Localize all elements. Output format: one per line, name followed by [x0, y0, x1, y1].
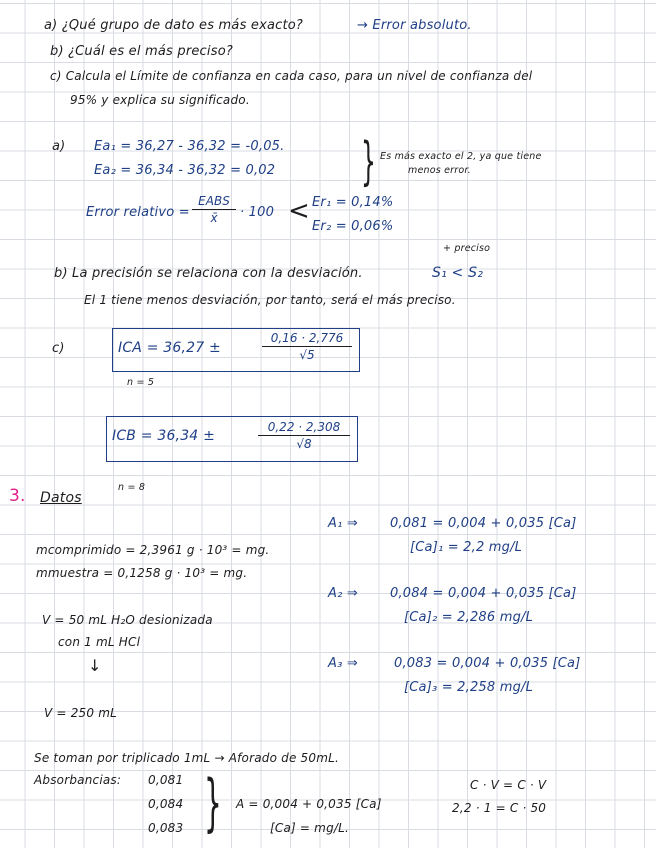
icb-denominator: √8: [296, 437, 312, 451]
absolute-error-2: Ea₂ = 36,34 - 36,32 = 0,02: [94, 163, 276, 178]
a2-label: A₂ ⇒: [328, 586, 358, 601]
absorbance-1: 0,081: [148, 773, 184, 787]
section-title: Datos: [40, 490, 82, 506]
question-c-line1: c) Calcula el Límite de confianza en cada caso, para un nivel de confianza del: [50, 69, 533, 83]
exactness-note-line1: Es más exacto el 2, ya que tiene: [380, 151, 542, 162]
split-symbol: <: [288, 196, 310, 226]
volume-initial: V = 50 mL H₂O desionizada: [42, 613, 213, 627]
relative-error-denominator: x̄: [210, 211, 218, 225]
a3-result: [Ca]₃ = 2,258 mg/L: [404, 680, 534, 695]
absolute-error-1: Ea₁ = 36,27 - 36,32 = -0,05.: [94, 139, 285, 154]
ica-fraction: [262, 331, 352, 362]
triplicate-statement: Se toman por triplicado 1mL → Aforado de 50mL.: [34, 751, 340, 765]
part-b-statement: b) La precisión se relaciona con la desviación.: [54, 266, 363, 281]
part-a-label: a): [52, 139, 66, 154]
calibration-equation: A = 0,004 + 0,035 [Ca]: [236, 797, 382, 811]
absorbance-3: 0,083: [148, 821, 184, 835]
section-number: 3.: [9, 486, 26, 506]
ica-numerator: 0,16 · 2,776: [262, 331, 352, 347]
absorbances-label: Absorbancias:: [34, 773, 122, 787]
relative-error-2: Er₂ = 0,06%: [312, 219, 394, 234]
exactness-note-line2: menos error.: [408, 165, 471, 176]
dilution-arrow-icon: ↓: [88, 656, 102, 675]
a2-result: [Ca]₂ = 2,286 mg/L: [404, 610, 534, 625]
precision-small-note: + preciso: [443, 243, 491, 254]
relative-error-numerator: EABS: [192, 194, 236, 210]
deviation-inequality: S₁ < S₂: [432, 265, 484, 281]
ica-denominator: √5: [299, 348, 315, 362]
question-b: b) ¿Cuál es el más preciso?: [50, 44, 233, 59]
icb-fraction: [258, 420, 350, 451]
confidence-interval-a: ICA = 36,27 ±: [118, 340, 221, 356]
volume-hcl: con 1 mL HCl: [58, 635, 141, 649]
mass-muestra: mmuestra = 0,1258 g · 10³ = mg.: [36, 566, 248, 580]
question-a-answer: → Error absoluto.: [357, 18, 472, 33]
a1-label: A₁ ⇒: [328, 516, 358, 531]
a1-equation: 0,081 = 0,004 + 0,035 [Ca]: [390, 516, 577, 531]
calibration-result: [Ca] = mg/L.: [270, 821, 350, 835]
question-c-line2: 95% y explica su significado.: [70, 93, 250, 107]
relative-error-tail: · 100: [240, 205, 275, 220]
sample-size-b: n = 8: [118, 482, 146, 493]
relative-error-1: Er₁ = 0,14%: [312, 195, 394, 210]
a1-result: [Ca]₁ = 2,2 mg/L: [410, 540, 523, 555]
brace-absorbances: }: [204, 766, 222, 839]
relative-error-label: Error relativo =: [86, 205, 190, 220]
dilution-formula: C · V = C · V: [470, 778, 547, 792]
a3-label: A₃ ⇒: [328, 656, 358, 671]
part-b-conclusion: El 1 tiene menos desviación, por tanto, será el más preciso.: [84, 293, 456, 307]
part-c-label: c): [52, 341, 65, 356]
absorbance-2: 0,084: [148, 797, 184, 811]
confidence-interval-b: ICB = 36,34 ±: [112, 428, 215, 444]
icb-numerator: 0,22 · 2,308: [258, 420, 350, 436]
question-a: a) ¿Qué grupo de dato es más exacto?: [44, 18, 304, 33]
a3-equation: 0,083 = 0,004 + 0,035 [Ca]: [394, 656, 581, 671]
brace-part-a: }: [361, 132, 376, 192]
a2-equation: 0,084 = 0,004 + 0,035 [Ca]: [390, 586, 577, 601]
volume-final: V = 250 mL: [44, 706, 117, 720]
mass-comprimido: mcomprimido = 2,3961 g · 10³ = mg.: [36, 543, 270, 557]
sample-size-a: n = 5: [127, 377, 155, 388]
dilution-calculation: 2,2 · 1 = C · 50: [452, 801, 547, 815]
relative-error-fraction: [192, 194, 236, 225]
